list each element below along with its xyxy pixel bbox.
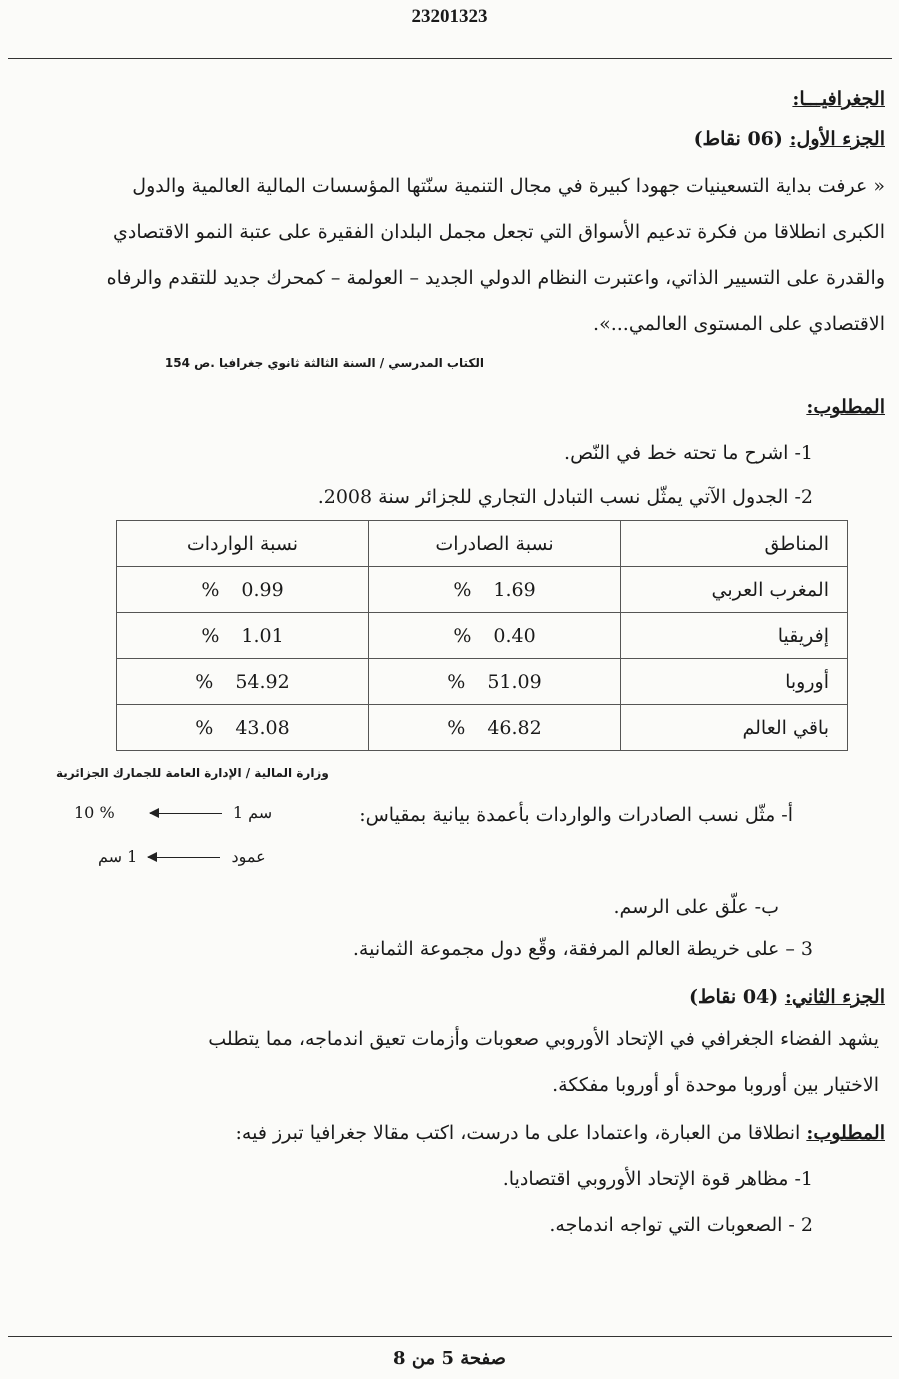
- part1-text-line: والقدرة على التسيير الذاتي، واعتبرت النظام الدولي الجديد – العولمة – كمحرك جديد للتقدم والرفاه: [106, 267, 885, 289]
- part1-text-line: « عرفت بداية التسعينيات جهودا كبيرة في مجال التنمية سنّتها المؤسسات المالية العالمية والدول: [132, 175, 885, 197]
- page-number: صفحة 5 من 8: [393, 1348, 506, 1369]
- part2-points: (04 نقاط): [688, 986, 779, 1008]
- part1-required-label: المطلوب:: [806, 396, 885, 418]
- exports-value: 1.69: [493, 578, 536, 601]
- part2-required-text: انطلاقا من العبارة، واعتمادا على ما درست، اكتب مقالا جغرافيا تبرز فيه:: [235, 1122, 801, 1144]
- table-source: وزارة المالية / الإدارة العامة للجمارك الجزائرية: [56, 766, 329, 780]
- region-cell: إفريقيا: [621, 613, 848, 659]
- exports-cell: [369, 567, 621, 613]
- part1-text-line: الكبرى انطلاقا من فكرة تدعيم الأسواق التي تجعل مجمل البلدان الفقيرة على عتبة النمو الاقتصادي: [113, 221, 885, 243]
- part1-heading: [694, 128, 885, 150]
- imports-value: 54.92: [235, 670, 290, 693]
- trade-table-wrap: [116, 520, 848, 751]
- imports-value: 1.01: [241, 624, 284, 647]
- part2-text-line: يشهد الفضاء الجغرافي في الإتحاد الأوروبي صعوبات وأزمات تعيق اندماجه، مما يتطلب: [208, 1028, 879, 1050]
- document-code: 23201323: [411, 6, 488, 27]
- exports-cell: [369, 613, 621, 659]
- percent-sign: %: [195, 716, 214, 739]
- header-imports: نسبة الواردات: [117, 521, 369, 567]
- part1-text-line: الاقتصادي على المستوى العالمي...».: [593, 313, 885, 335]
- question-3: 3 – على خريطة العالم المرفقة، وقّع دول مجموعة الثمانية.: [352, 938, 813, 960]
- table-row: [117, 613, 848, 659]
- imports-value: 0.99: [241, 578, 284, 601]
- scale-2: [98, 847, 266, 866]
- table-row: [117, 659, 848, 705]
- part2-required: [236, 1110, 885, 1156]
- exports-value: 46.82: [487, 716, 542, 739]
- subject-title: الجغرافيـــا:: [792, 88, 885, 110]
- part1-text: [15, 163, 885, 347]
- scale-1: [74, 803, 272, 822]
- percent-sign: %: [447, 670, 466, 693]
- percent-sign: %: [453, 578, 472, 601]
- part2-title: الجزء الثاني:: [784, 986, 885, 1008]
- table-row: [117, 567, 848, 613]
- trade-table: [116, 520, 848, 751]
- part1-title: الجزء الأول:: [789, 128, 885, 150]
- imports-cell: [117, 705, 369, 751]
- exports-cell: [369, 705, 621, 751]
- region-cell: باقي العالم: [621, 705, 848, 751]
- exports-value: 0.40: [493, 624, 536, 647]
- question-a: أ- مثّل نسب الصادرات والواردات بأعمدة بيانية بمقياس:: [359, 804, 793, 826]
- region-cell: أوروبا: [621, 659, 848, 705]
- imports-cell: [117, 613, 369, 659]
- percent-sign: %: [201, 578, 220, 601]
- scale-2-unit: 1 سم: [98, 847, 138, 866]
- bottom-rule: [8, 1336, 892, 1337]
- table-row: [117, 705, 848, 751]
- imports-value: 43.08: [235, 716, 290, 739]
- top-rule: [8, 58, 892, 59]
- part2-text: [19, 1016, 879, 1108]
- exports-cell: [369, 659, 621, 705]
- arrow-left-icon: [148, 857, 220, 858]
- percent-sign: %: [453, 624, 472, 647]
- question-2: 2- الجدول الآتي يمثّل نسب التبادل التجاري للجزائر سنة 2008.: [317, 486, 813, 508]
- part2-heading: [689, 986, 885, 1008]
- header-regions: المناطق: [621, 521, 848, 567]
- part1-points: (06 نقاط): [693, 128, 783, 150]
- question-1: 1- اشرح ما تحته خط في النّص.: [564, 442, 813, 464]
- region-cell: المغرب العربي: [621, 567, 848, 613]
- imports-cell: [117, 567, 369, 613]
- table-header-row: [117, 521, 848, 567]
- exports-value: 51.09: [487, 670, 542, 693]
- scale-2-value: عمود: [231, 847, 266, 866]
- scale-1-value: 10 %: [74, 803, 115, 822]
- header-exports: نسبة الصادرات: [369, 521, 621, 567]
- part2-text-line: الاختيار بين أوروبا موحدة أو أوروبا مفككة.: [552, 1074, 879, 1096]
- arrow-left-icon: [150, 813, 222, 814]
- part2-item-1: 1- مظاهر قوة الإتحاد الأوروبي اقتصاديا.: [502, 1168, 813, 1190]
- percent-sign: %: [447, 716, 466, 739]
- percent-sign: %: [195, 670, 214, 693]
- percent-sign: %: [201, 624, 220, 647]
- part2-item-2: 2 - الصعوبات التي تواجه اندماجه.: [549, 1214, 813, 1236]
- text-source: الكتاب المدرسي / السنة الثالثة ثانوي جغرافيا .ص 154: [164, 356, 484, 370]
- imports-cell: [117, 659, 369, 705]
- scale-1-unit: 1 سم: [232, 803, 273, 822]
- question-b: ب- علّق على الرسم.: [613, 896, 779, 918]
- part2-required-label: المطلوب:: [806, 1122, 885, 1144]
